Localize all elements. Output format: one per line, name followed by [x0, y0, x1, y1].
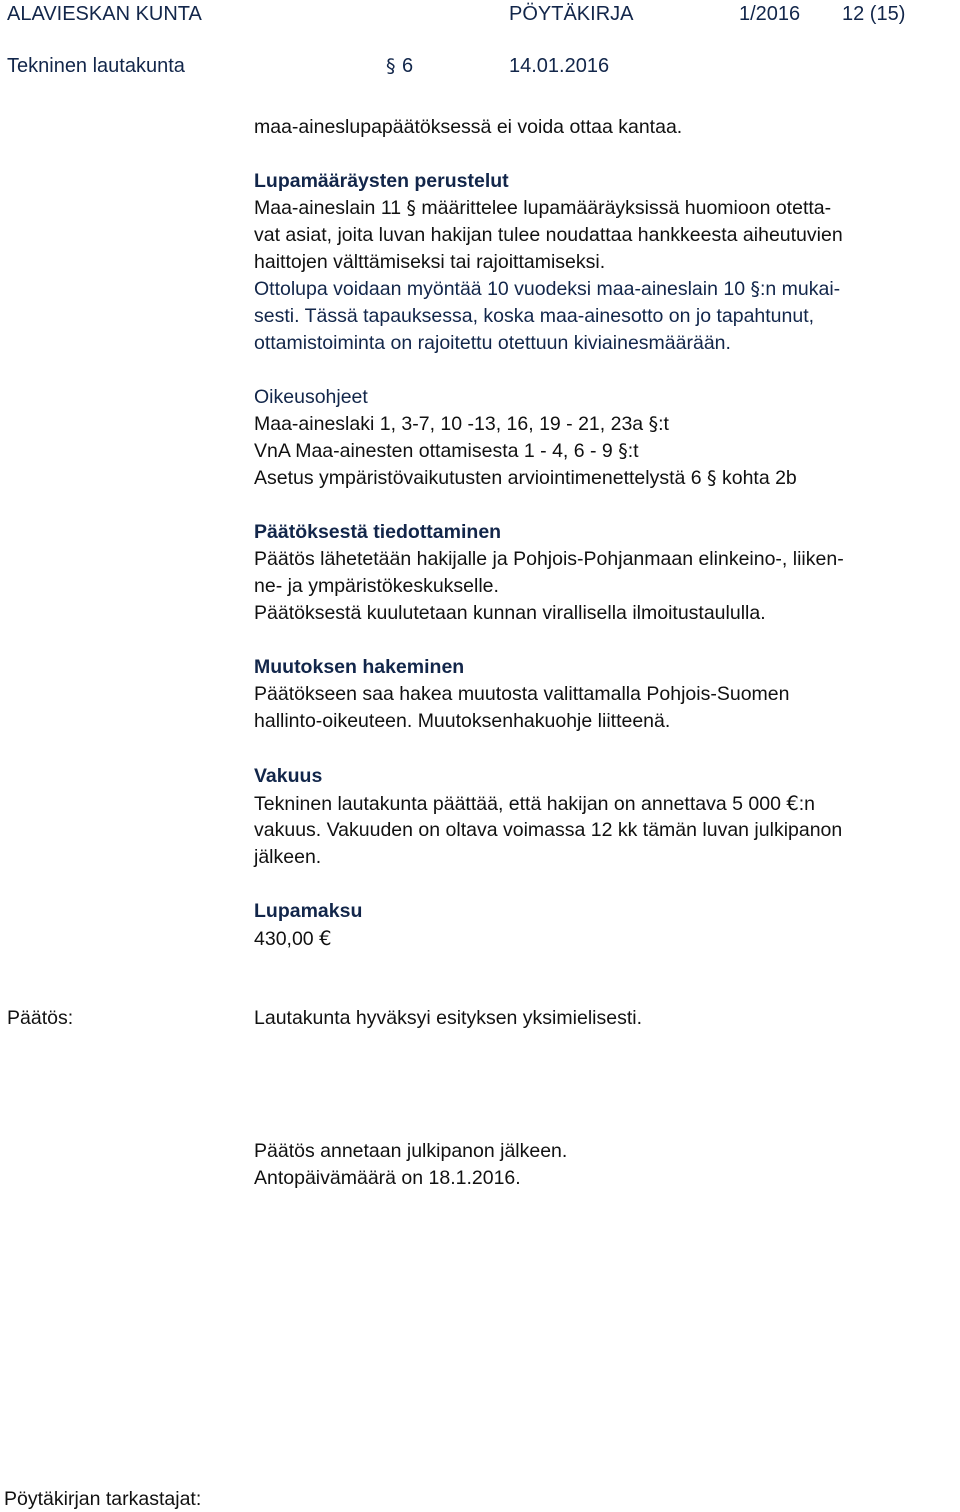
- paragraph-line: Päätös lähetetään hakijalle ja Pohjois-Pohjanmaan elinkeino-, liiken-: [254, 548, 844, 570]
- page-number: 12 (15): [842, 3, 906, 25]
- board-name: Tekninen lautakunta: [7, 55, 185, 77]
- section-mark-icon: §: [750, 278, 760, 300]
- decision-text: Lautakunta hyväksyi esityksen yksimielisesti.: [254, 1007, 642, 1029]
- paragraph-line: ne- ja ympäristökeskukselle.: [254, 575, 499, 597]
- section-heading: Lupamaksu: [254, 900, 363, 922]
- paragraph-line: ottamistoiminta on rajoitettu otettuun kiviainesmäärään.: [254, 332, 731, 354]
- section-heading: Muutoksen hakeminen: [254, 656, 465, 678]
- text-fragment: Ottolupa voidaan myöntää 10 vuodeksi maa-aineslain 10: [254, 278, 746, 300]
- paragraph-line: hallinto-oikeuteen. Muutoksenhakuohje liitteenä.: [254, 710, 671, 732]
- paragraph-line: [254, 792, 815, 816]
- document-number: 1/2016: [739, 3, 801, 25]
- section-number: 6: [402, 55, 414, 77]
- text-fragment: :t: [627, 440, 639, 462]
- paragraph-line: sesti. Tässä tapauksessa, koska maa-ainesotto on jo tapahtunut,: [254, 305, 815, 327]
- fee-amount: [254, 927, 332, 951]
- intro-text: maa-aineslupapäätöksessä ei voida ottaa kantaa.: [254, 116, 683, 138]
- notice-line: Antopäivämäärä on 18.1.2016.: [254, 1167, 521, 1189]
- notice-line: Päätös annetaan julkipanon jälkeen.: [254, 1140, 568, 1162]
- text-fragment: Maa-aineslaki 1, 3-7, 10 -13, 16, 19 - 21, 23a: [254, 413, 644, 435]
- text-fragment: :t: [658, 413, 669, 435]
- text-fragment: VnA Maa-ainesten ottamisesta 1 - 4, 6 - 9: [254, 440, 613, 462]
- paragraph-line: haittojen välttämiseksi tai rajoittamiseksi.: [254, 251, 606, 273]
- paragraph-line: [254, 197, 831, 220]
- meeting-date: 14.01.2016: [509, 55, 610, 77]
- text-fragment: :n mukai-: [759, 278, 841, 300]
- euro-sign-icon: €: [786, 792, 799, 815]
- paragraph-line: [254, 440, 639, 463]
- text-fragment: kohta 2b: [721, 467, 797, 489]
- text-fragment: :n: [798, 793, 816, 815]
- paragraph-line: Päätöksestä kuulutetaan kunnan virallisella ilmoitustaululla.: [254, 602, 766, 624]
- section-mark-icon: §: [386, 55, 396, 77]
- document-type: PÖYTÄKIRJA: [509, 3, 634, 25]
- paragraph-line: jälkeen.: [254, 846, 322, 868]
- paragraph-line: [254, 467, 797, 490]
- minutes-reviewers-label: Pöytäkirjan tarkastajat:: [4, 1488, 202, 1510]
- decision-label: Päätös:: [7, 1007, 74, 1029]
- section-mark-icon: §: [707, 467, 717, 489]
- paragraph-line: Päätökseen saa hakea muutosta valittamalla Pohjois-Suomen: [254, 683, 790, 705]
- section-heading: Lupamääräysten perustelut: [254, 170, 509, 192]
- euro-sign-icon: €: [319, 927, 332, 950]
- organization-name: ALAVIESKAN KUNTA: [7, 3, 202, 25]
- section-heading: Vakuus: [254, 765, 323, 787]
- section-heading: Oikeusohjeet: [254, 386, 368, 408]
- paragraph-line: [254, 413, 669, 436]
- section-mark-icon: §: [618, 440, 628, 462]
- section-mark-icon: §: [648, 413, 659, 435]
- text-fragment: 430,00: [254, 928, 314, 950]
- text-fragment: Asetus ympäristövaikutusten arviointimenettelystä 6: [254, 467, 702, 489]
- text-fragment: Maa-aineslain 11: [254, 197, 402, 219]
- paragraph-line: vat asiat, joita luvan hakijan tulee noudattaa hankkeesta aiheutuvien: [254, 224, 843, 246]
- text-fragment: Tekninen lautakunta päättää, että hakijan on annettava 5 000: [254, 793, 781, 815]
- section-heading: Päätöksestä tiedottaminen: [254, 521, 502, 543]
- text-fragment: määrittelee lupamääräyksissä huomioon otetta-: [421, 197, 832, 219]
- paragraph-line: vakuus. Vakuuden on oltava voimassa 12 kk tämän luvan julkipanon: [254, 819, 843, 841]
- paragraph-line: [254, 278, 840, 301]
- section-mark-icon: §: [406, 197, 416, 219]
